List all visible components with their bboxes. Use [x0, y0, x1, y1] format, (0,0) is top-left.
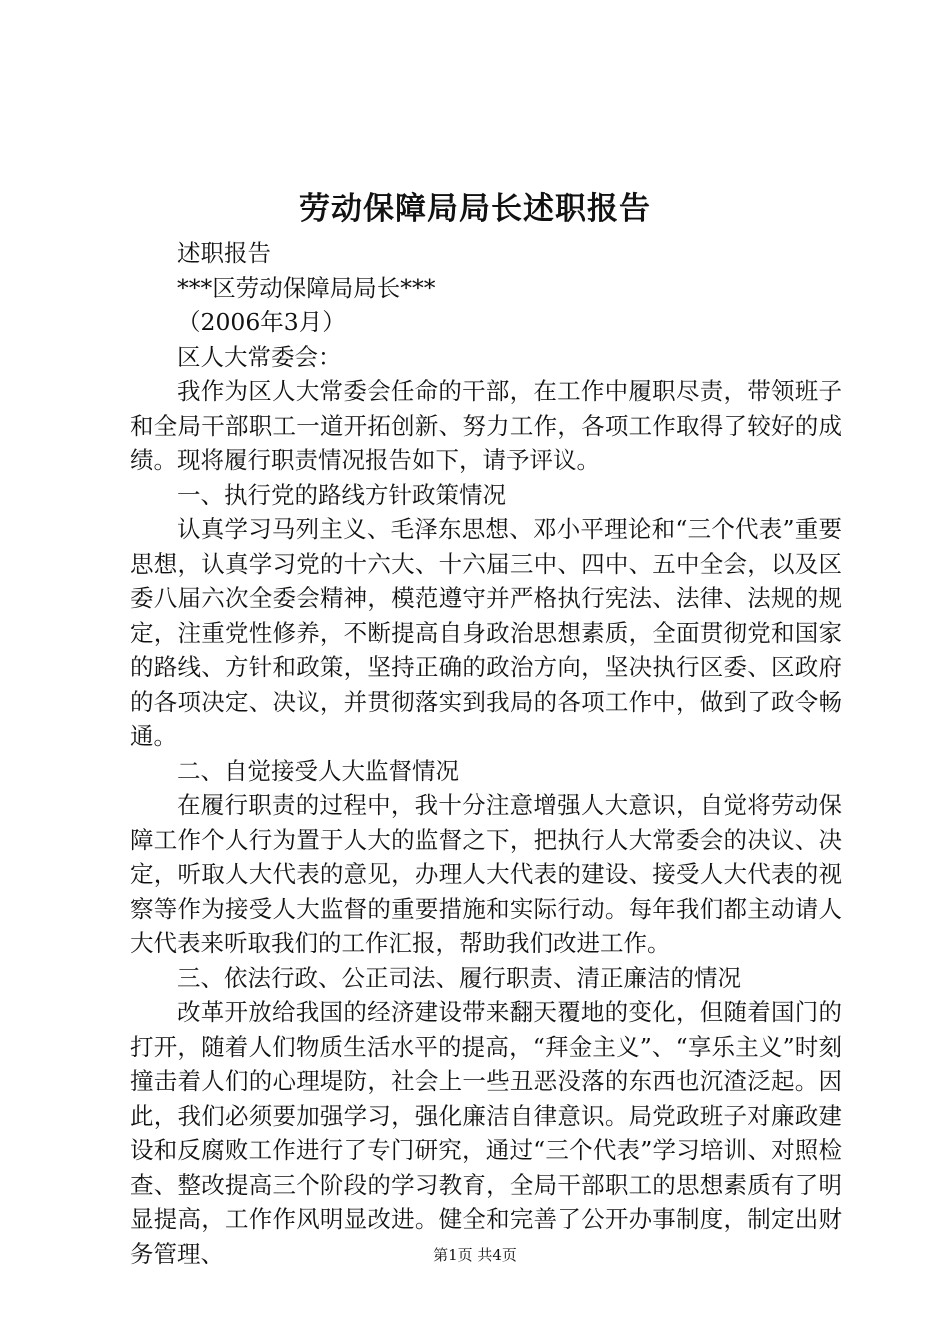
paragraph-intro: 我作为区人大常委会任命的干部，在工作中履职尽责，带领班子和全局干部职工一道开拓创新、努力工作，各项工作取得了较好的成绩。现将履行职责情况报告如下，请予评议。	[130, 377, 842, 474]
document-body	[130, 236, 842, 1271]
document-title: 劳动保障局局长述职报告	[299, 191, 651, 227]
paragraph-author: ***区劳动保障局局长***	[177, 273, 436, 302]
paragraph-date: （2006年3月）	[177, 308, 346, 336]
paragraph-section-2: 在履行职责的过程中，我十分注意增强人大意识，自觉将劳动保障工作个人行为置于人大的监督之下，把执行人大常委会的决议、决定，听取人大代表的意见，办理人大代表的建设、接受人大代表的视察等作为接受人大监督的重要措施和实际行动。每年我们都主动请人大代表来听取我们的工作汇报，帮助我们改进工作。	[130, 791, 842, 957]
paragraph-salutation: 区人大常委会：	[177, 342, 342, 371]
section-heading-2: 二、自觉接受人大监督情况	[177, 756, 459, 785]
paragraph-section-3: 改革开放给我国的经济建设带来翻天覆地的变化，但随着国门的打开，随着人们物质生活水平的提高，“拜金主义”、“享乐主义”时刻撞击着人们的心理堤防，社会上一些丑恶没落的东西也沉渣泛起。因此，我们必须要加强学习，强化廉洁自律意识。局党政班子对廉政建设和反腐败工作进行了专门研究，通过“三个代表”学习培训、对照检查、整改提高三个阶段的学习教育，全局干部职工的思想素质有了明显提高，工作作风明显改进。健全和完善了公开办事制度，制定出财务管理、	[130, 998, 842, 1268]
section-heading-1: 一、执行党的路线方针政策情况	[177, 480, 506, 509]
paragraph-section-1: 认真学习马列主义、毛泽东思想、邓小平理论和“三个代表”重要思想，认真学习党的十六大、十六届三中、四中、五中全会，以及区委八届六次全委会精神，模范遵守并严格执行宪法、法律、法规的规定，注重党性修养，不断提高自身政治思想素质，全面贯彻党和国家的路线、方针和政策，坚持正确的政治方向，坚决执行区委、区政府的各项决定、决议，并贯彻落实到我局的各项工作中，做到了政令畅通。	[130, 515, 842, 750]
section-heading-3: 三、依法行政、公正司法、履行职责、清正廉洁的情况	[177, 963, 741, 992]
paragraph-heading-label: 述职报告	[177, 239, 271, 267]
page-footer: 第1页 共4页	[433, 1246, 517, 1264]
